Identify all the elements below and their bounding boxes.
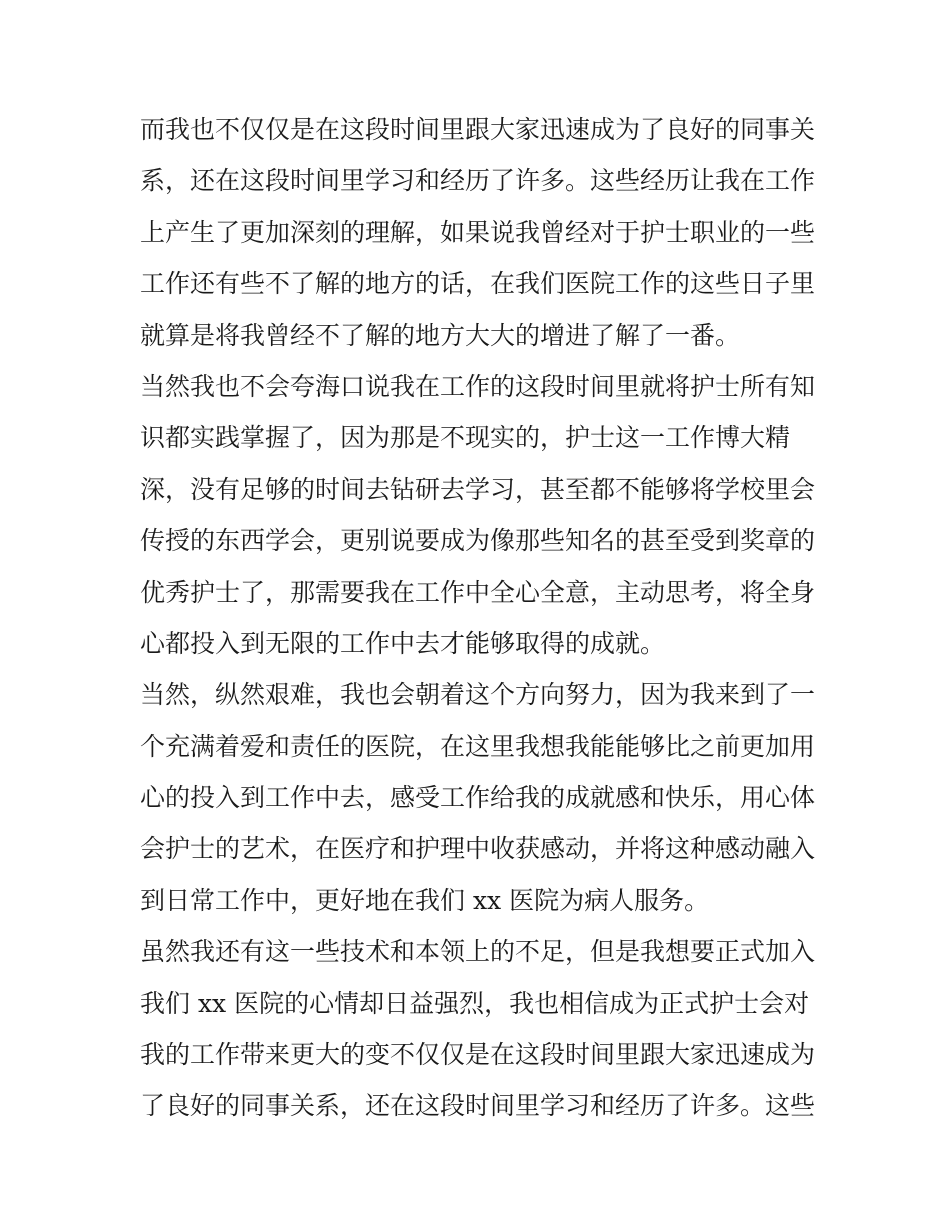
body-text	[140, 104, 820, 1132]
text-line: 虽然我还有这一些技术和本领上的不足，但是我想要正式加入	[140, 937, 816, 967]
text-line: 系，还在这段时间里学习和经历了许多。这些经历让我在工作	[140, 166, 816, 196]
text-line: 而我也不仅仅是在这段时间里跟大家迅速成为了良好的同事关	[140, 115, 816, 144]
text-line: 个充满着爱和责任的医院，在这里我想我能能够比之前更加用	[140, 731, 816, 761]
text-line: 就算是将我曾经不了解的地方大大的增进了解了一番。	[140, 320, 741, 350]
text-line: 心都投入到无限的工作中去才能够取得的成就。	[140, 628, 666, 658]
text-line: 深，没有足够的时间去钻研去学习，甚至都不能够将学校里会	[140, 474, 816, 504]
text-line: 会护士的艺术，在医疗和护理中收获感动，并将这种感动融入	[140, 834, 816, 864]
text-line: 到日常工作中，更好地在我们 xx 医院为病人服务。	[140, 885, 710, 915]
text-line: 上产生了更加深刻的理解，如果说我曾经对于护士职业的一些	[140, 217, 816, 247]
text-line: 传授的东西学会，更别说要成为像那些知名的甚至受到奖章的	[140, 526, 816, 556]
text-line: 识都实践掌握了，因为那是不现实的，护士这一工作博大精	[140, 423, 791, 453]
text-line: 我的工作带来更大的变不仅仅是在这段时间里跟大家迅速成为	[140, 1040, 816, 1070]
text-line: 我们 xx 医院的心情却日益强烈，我也相信成为正式护士会对	[140, 988, 810, 1018]
text-line: 心的投入到工作中去，感受工作给我的成就感和快乐，用心体	[140, 783, 816, 813]
text-line: 当然我也不会夸海口说我在工作的这段时间里就将护士所有知	[140, 371, 816, 401]
text-line: 优秀护士了，那需要我在工作中全心全意，主动思考，将全身	[140, 577, 816, 607]
text-line: 工作还有些不了解的地方的话，在我们医院工作的这些日子里	[140, 269, 816, 299]
text-line: 了良好的同事关系，还在这段时间里学习和经历了许多。这些	[140, 1091, 816, 1121]
text-line: 当然，纵然艰难，我也会朝着这个方向努力，因为我来到了一	[140, 680, 816, 710]
